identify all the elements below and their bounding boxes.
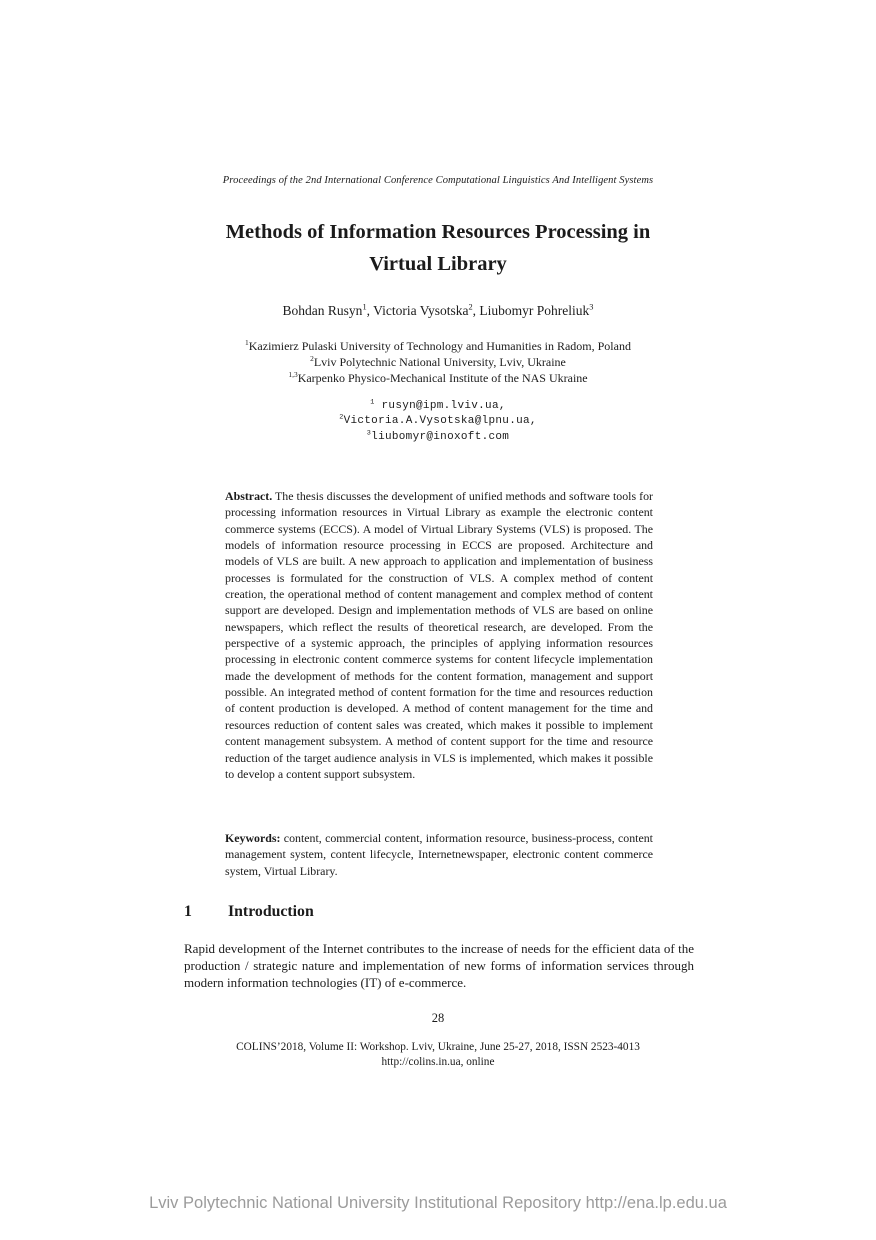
abstract-label: Abstract. bbox=[225, 489, 273, 503]
affiliation-marker: 2 bbox=[310, 354, 314, 364]
abstract bbox=[225, 488, 653, 782]
affiliation-line: $^1$Kazimierz Pulaski University of Technology and Humanities in Radom, Poland bbox=[245, 338, 631, 353]
author: Liubomyr Pohreliuk$^3$ bbox=[479, 302, 594, 318]
affiliation-line: $^{1,3}$Karpenko Physico-Mechanical Institute of the NAS Ukraine bbox=[288, 370, 588, 386]
email-line: $^1$ rusyn@ipm.lviv.ua, bbox=[370, 398, 506, 412]
author-affiliation-marker: 1 bbox=[362, 302, 367, 312]
affiliations bbox=[0, 338, 876, 387]
keywords-label: Keywords: bbox=[225, 831, 281, 845]
conference-footer bbox=[0, 1040, 876, 1070]
running-head: Proceedings of the 2nd International Conference Computational Linguistics And Intelligent Systems bbox=[222, 175, 654, 186]
affiliation-marker: 1,3 bbox=[288, 370, 298, 380]
email-marker: 3 bbox=[366, 428, 372, 437]
section-number: 1 bbox=[184, 903, 192, 920]
paper-title bbox=[0, 216, 876, 280]
author: Victoria Vysotska$^2$, bbox=[373, 302, 480, 318]
paper-title-line1: Methods of Information Resources Processing in bbox=[225, 221, 651, 243]
email-marker: 2 bbox=[339, 413, 344, 422]
footer-line2: http://colins.in.ua, online bbox=[381, 1056, 495, 1068]
email-marker: 1 bbox=[370, 398, 375, 407]
email-line: $^3$liubomyr@inoxoft.com bbox=[366, 428, 510, 443]
footer-line1: COLINS’2018, Volume II: Workshop. Lviv, Ukraine, June 25-27, 2018, ISSN 2523-4013 bbox=[236, 1041, 640, 1053]
authors-line bbox=[0, 303, 876, 319]
paper-title-line2: Virtual Library bbox=[369, 253, 507, 275]
section-title: Introduction bbox=[228, 903, 314, 920]
introduction-paragraph: Rapid development of the Internet contributes to the increase of needs for the efficient data of the production / strategic nature and implementation of new forms of information services through modern information technologies (IT) of e-commerce. bbox=[184, 941, 694, 990]
author-affiliation-marker: 3 bbox=[589, 302, 594, 312]
author-affiliation-marker: 2 bbox=[468, 302, 473, 312]
author: Bohdan Rusyn$^1$, bbox=[282, 302, 374, 318]
abstract-text: The thesis discusses the development of unified methods and software tools for processing information resources in Virtual Library as example the electronic content commerce systems (ECCS). A model of Virtual Library Systems (VLS) is proposed. The models of information resource processing in ECCS are proposed. Architecture and models of VLS are built. A new approach to application and implementation of business processes is formulated for the construction of VLS. A complex method of content creation, the operational method of content management and complex method of content support are developed. Design and implementation methods of VLS are based on online newspapers, which reflect the results of theoretical research, are developed. From the perspective of a systemic approach, the principles of applying information resources processing in electronic content commerce systems for content lifecycle implementation made the development of methods for the content formation, management and support possible. An integrated method of content formation for the time and resources reduction of content production is developed. A method of content management for the time and resources reduction of content sales was created, which makes it possible to implement content management subsystem. A method of content support for the time and resource reduction of the target audience analysis in VLS is implemented, which makes it possible to develop a content support subsystem. bbox=[225, 489, 653, 781]
section-heading-introduction bbox=[184, 903, 314, 921]
keywords-text: content, commercial content, information resource, business-process, content management system, content lifecycle, Internetnewspaper, electronic content commerce system, Virtual Library. bbox=[225, 831, 653, 878]
keywords bbox=[225, 830, 653, 879]
page-number: 28 bbox=[431, 1011, 445, 1025]
affiliation-line: $^2$Lviv Polytechnic National University, Lviv, Ukraine bbox=[310, 354, 566, 370]
affiliation-marker: 1 bbox=[245, 338, 249, 347]
author-emails bbox=[0, 399, 876, 445]
email-line: $^2$Victoria.A.Vysotska@lpnu.ua, bbox=[339, 413, 537, 428]
repository-watermark: Lviv Polytechnic National University Institutional Repository http://ena.lp.edu.ua bbox=[149, 1194, 727, 1212]
